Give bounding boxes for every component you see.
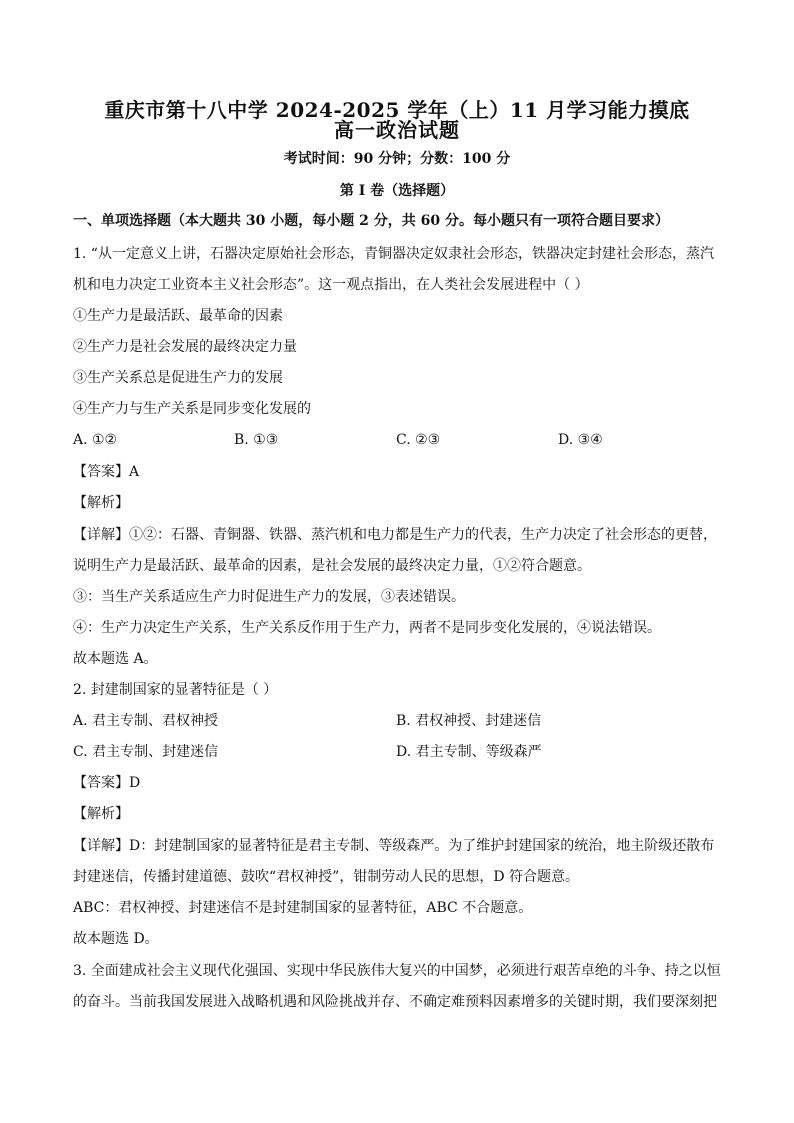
q2-analysis-label: 【解析】 xyxy=(73,806,129,822)
q1-item: ③生产关系总是促进生产力的发展 xyxy=(73,370,283,386)
q1-conclusion: 故本题选 A。 xyxy=(73,651,158,667)
q1-option-c: C. ②③ xyxy=(396,432,441,448)
q1-detail-line3: ③：当生产关系适应生产力时促进生产力的发展，③表述错误。 xyxy=(73,589,465,605)
q2-option-d: D. 君主专制、等级森严 xyxy=(396,744,542,760)
part-heading: 第 I 卷（选择题） xyxy=(339,183,455,199)
q1-option-a: A. ①② xyxy=(73,432,118,448)
q2-option-b: B. 君权神授、封建迷信 xyxy=(396,713,542,729)
exam-subtitle: 高一政治试题 xyxy=(334,118,460,142)
q1-detail-line1: 【详解】①②：石器、青铜器、铁器、蒸汽机和电力都是生产力的代表，生产力决定了社会形态的更替， xyxy=(73,527,717,543)
q2-conclusion: 故本题选 D。 xyxy=(73,931,159,947)
q2-answer: 【答案】D xyxy=(73,775,141,791)
exam-title: 重庆市第十八中学 2024-2025 学年（上）11 月学习能力摸底 xyxy=(104,98,690,122)
q1-answer: 【答案】A xyxy=(73,464,140,480)
q2-detail-line2: 封建迷信，传播封建道德、鼓吹“君权神授”，钳制劳动人民的思想，D 符合题意。 xyxy=(73,869,579,885)
q1-option-b: B. ①③ xyxy=(234,432,279,448)
q1-stem-line1: 1. “从一定意义上讲，石器决定原始社会形态，青铜器决定奴隶社会形态，铁器决定封建社会形态，蒸汽 xyxy=(73,246,714,262)
q1-detail-line2: 说明生产力是最活跃、最革命的因素，是社会发展的最终决定力量，①②符合题意。 xyxy=(73,558,591,574)
q1-item: ④生产力与生产关系是同步变化发展的 xyxy=(73,401,311,417)
q1-item: ①生产力是最活跃、最革命的因素 xyxy=(73,308,283,324)
section-heading: 一、单项选择题（本大题共 30 小题，每小题 2 分，共 60 分。每小题只有一项符合题目要求） xyxy=(73,213,669,229)
q1-option-d: D. ③④ xyxy=(558,432,603,448)
q2-detail-line1: 【详解】D：封建制国家的显著特征是君主专制、等级森严。为了维护封建国家的统治，地主阶级还散布 xyxy=(73,838,715,854)
q2-stem: 2. 封建制国家的显著特征是（ ） xyxy=(73,682,278,698)
q3-stem-line2: 的奋斗。当前我国发展进入战略机遇和风险挑战并存、不确定难预料因素增多的关键时期，我们要深刻把 xyxy=(73,994,717,1010)
exam-info: 考试时间：90 分钟；分数：100 分 xyxy=(283,151,511,167)
q2-detail-line3: ABC：君权神授、封建迷信不是封建制国家的显著特征，ABC 不合题意。 xyxy=(73,900,533,916)
q2-option-c: C. 君主专制、封建迷信 xyxy=(73,744,219,760)
q1-detail-line4: ④：生产力决定生产关系，生产关系反作用于生产力，两者不是同步变化发展的，④说法错误。 xyxy=(73,620,661,636)
q1-item: ②生产力是社会发展的最终决定力量 xyxy=(73,339,297,355)
q1-analysis-label: 【解析】 xyxy=(73,495,129,511)
q1-stem-line2: 机和电力决定工业资本主义社会形态”。这一观点指出，在人类社会发展进程中（ ） xyxy=(73,277,589,293)
q2-option-a: A. 君主专制、君权神授 xyxy=(73,713,219,729)
q3-stem-line1: 3. 全面建成社会主义现代化强国、实现中华民族伟大复兴的中国梦，必须进行艰苦卓绝的斗争、持之以恒 xyxy=(73,963,721,979)
